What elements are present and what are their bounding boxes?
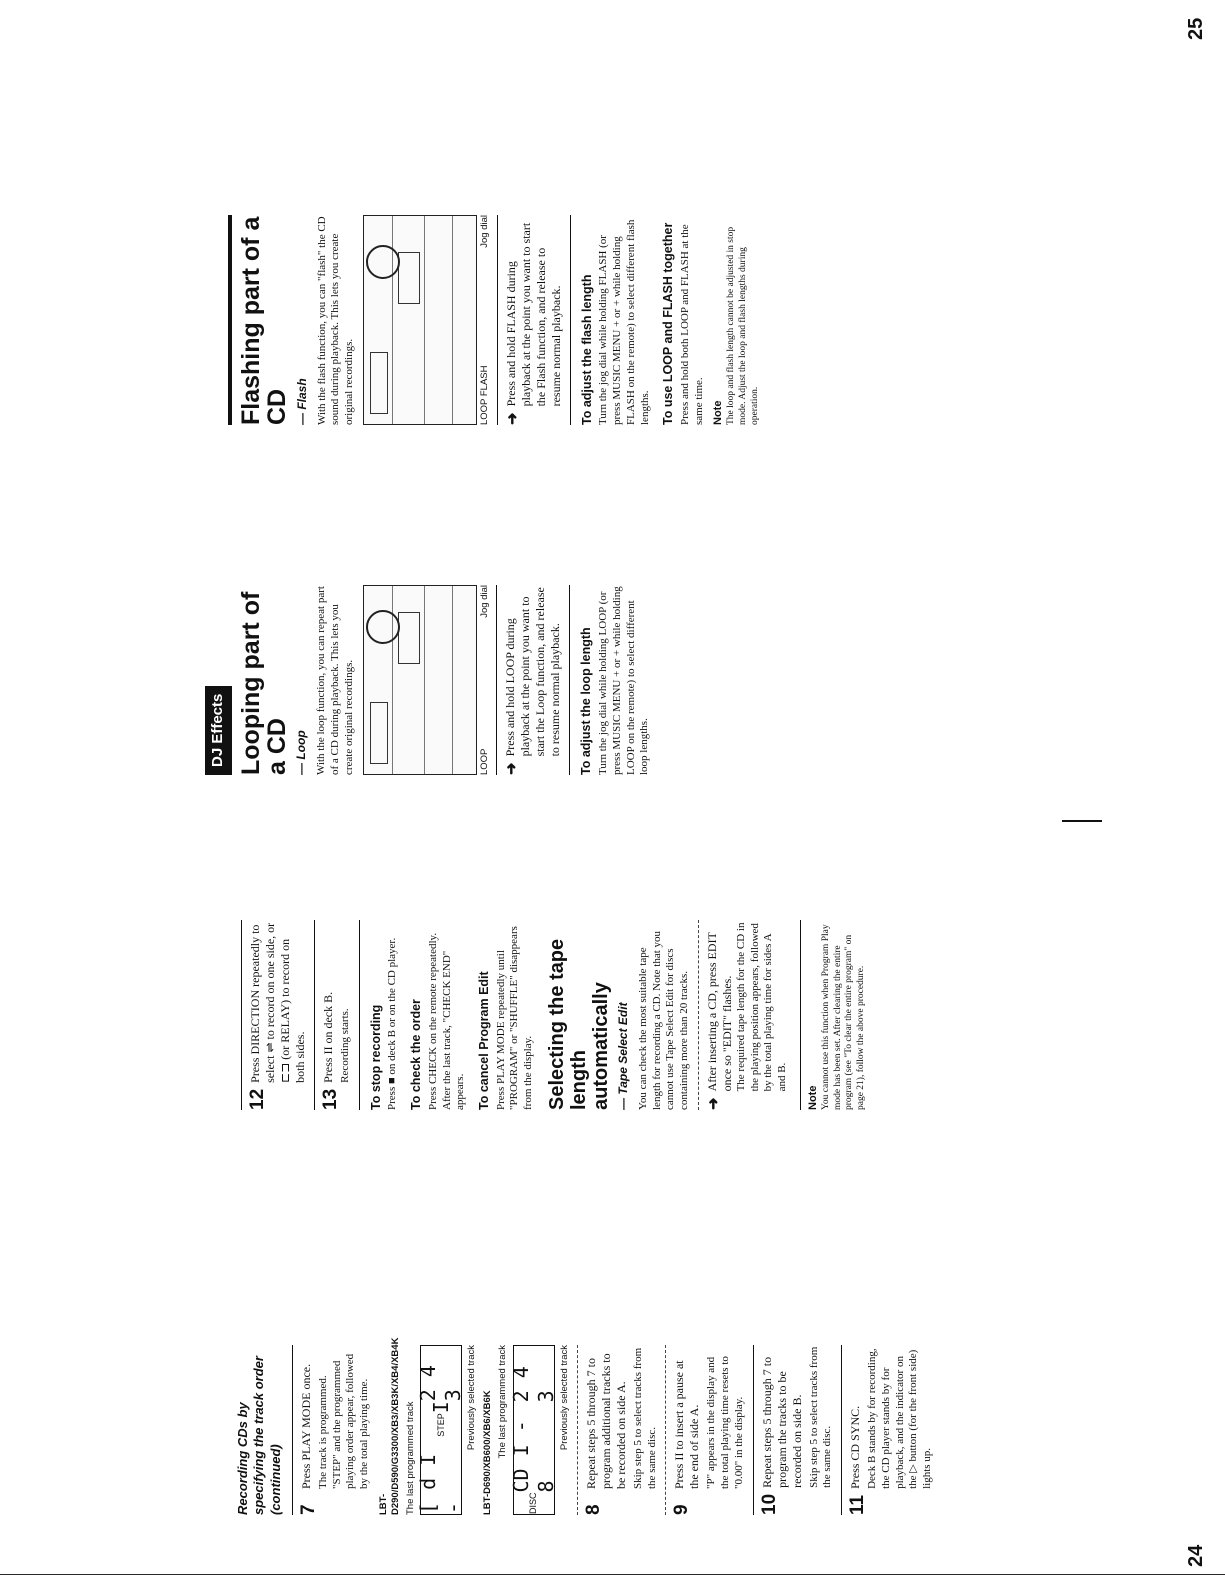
column-recording	[235, 1337, 941, 1515]
step-text: Press PLAY MODE once.	[298, 1363, 313, 1489]
stop-recording-text: Press ■ on deck B or on the CD player.	[386, 937, 399, 1110]
model-label-1: LBT-D290/D590/G3300/XB3/XB3K/XB4/XB4K	[377, 1337, 401, 1515]
step-number: 13	[320, 1088, 341, 1110]
illustration-labels	[479, 585, 491, 775]
note-heading: Note	[806, 1085, 819, 1110]
step-number: 9	[671, 1504, 693, 1515]
section-heading: Recording CDs by specifying the track order (continued)	[235, 1356, 283, 1515]
step-text: Repeat steps 5 through 7 to program the tracks to be recorded on side B.	[759, 1356, 804, 1488]
caption-previous-track-2: Previously selected track	[559, 1345, 570, 1451]
step-text: Press and hold FLASH during playback at the point you want to start the Flash function, and release to resume normal playback.	[503, 222, 563, 407]
loop-flash-together-text: Press and hold both LOOP and FLASH at the same time.	[678, 224, 705, 425]
flash-subtitle: — Flash	[294, 378, 309, 425]
step-number: 10	[758, 1493, 780, 1515]
divider	[359, 920, 360, 1110]
display-disc-indicator: DISC	[528, 1492, 539, 1514]
flash-intro: With the flash function, you can "flash" the CD sound during playback. This lets you create original recordings.	[315, 216, 355, 425]
jog-dial-label: Jog dial	[478, 215, 490, 248]
step-subtext: The track is programmed. "STEP" and the programmed playing order appear, followed by the total playing time.	[316, 1353, 370, 1489]
step-number: 11	[847, 1494, 869, 1515]
tape-edit-step	[705, 920, 794, 1110]
loop-subtitle: — Loop	[294, 730, 309, 775]
flash-step	[504, 215, 564, 425]
display-time-readout: 2 4 3	[416, 1365, 466, 1402]
divider	[496, 585, 497, 775]
step-subtext: "P" appears in the display and the total playing time resets to "0.00" in the display.	[705, 1356, 745, 1489]
tape-length-intro: You can check the most suitable tape length for recording a CD. Note that you cannot use Tape Select Edit for discs containing more than 20 tracks.	[636, 930, 691, 1110]
tape-length-subtitle: — Tape Select Edit	[615, 1002, 630, 1110]
loop-step	[503, 585, 563, 775]
dj-effects-tab: DJ Effects	[205, 686, 232, 775]
divider	[577, 1345, 578, 1515]
step-subtext: The required tape length for the CD in the playing position appears, followed by the total playing time for sides A and B.	[734, 922, 789, 1092]
stereo-illustration	[363, 585, 477, 775]
jog-dial-label: Jog dial	[478, 585, 490, 618]
tape-length-heading: Selecting the tape length automatically	[545, 938, 612, 1110]
arrow-icon: ➜	[504, 762, 521, 775]
cancel-edit-text: Press PLAY MODE repeatedly until "PROGRAM" or "SHUFFLE" disappears from the display.	[494, 926, 535, 1110]
model-label-2: LBT-D690/XB600/XB6/XB6K	[482, 1390, 494, 1515]
jog-dial-icon	[366, 245, 400, 279]
divider	[753, 1345, 754, 1515]
loop-title: Looping part of a CD	[236, 591, 291, 775]
loop-flash-label: LOOP FLASH	[478, 365, 490, 425]
caption-last-track-1: The last programmed track	[404, 1401, 416, 1515]
arrow-icon: ➜	[504, 412, 521, 425]
step-subtext: Deck B stands by for recording, the CD player stands by for playback, and the indicator on the ▷ button (for the front side) lights up.	[866, 1348, 934, 1489]
step-12	[248, 920, 308, 1110]
loop-adjust-heading: To adjust the loop length	[579, 627, 594, 775]
check-order-text: Press CHECK on the remote repeatedly. After the last track, "CHECK END" appears.	[426, 932, 467, 1110]
display-disc-readout: CD I - 8	[509, 1420, 558, 1493]
flash-adjust-heading: To adjust the flash length	[579, 274, 594, 425]
step-text: Press CD SYNC.	[848, 1405, 863, 1489]
flash-adjust-text: Turn the jog dial while holding FLASH (or press MUSIC MENU + or + while holding FLASH on the remote) to select different flash lengths.	[597, 219, 651, 425]
step-8	[584, 1345, 660, 1515]
arrow-icon: ➜	[705, 1097, 722, 1110]
page-number-left: 24	[1185, 1544, 1207, 1567]
step-11	[848, 1345, 935, 1515]
flash-title: Flashing part of a CD	[237, 216, 292, 425]
jog-dial-icon	[366, 610, 400, 644]
illustration-labels	[479, 215, 491, 425]
step-number: 7	[297, 1504, 319, 1515]
step-subtext: Skip step 5 to select tracks from the same disc.	[631, 1347, 658, 1489]
step-text: Press and hold LOOP during playback at the point you want to start the Loop function, and release to resume normal playback.	[503, 587, 563, 757]
display-panel-2	[509, 1345, 558, 1515]
loop-intro: With the loop function, you can repeat part of a CD during playback. This lets you create original recordings.	[315, 586, 355, 775]
page-number-right: 25	[1185, 17, 1207, 40]
cancel-edit-heading: To cancel Program Edit	[477, 971, 491, 1110]
step-text: Press II on deck B.	[321, 991, 335, 1083]
divider	[841, 1345, 842, 1515]
note-text: The loop and flash length cannot be adjusted in stop mode. Adjust the loop and flash lengths during operation.	[726, 226, 760, 425]
step-text: Press DIRECTION repeatedly to select ⇌ to record on one side, or ⊏⊐ (or RELAY) to record on both sides.	[248, 922, 307, 1083]
stereo-illustration	[363, 215, 477, 425]
divider	[314, 920, 315, 1110]
step-text: Press II to insert a pause at the end of side A.	[672, 1360, 702, 1489]
note-text: You cannot use this function when Program Play mode has been set. After clearing the entire program (see "To clear the entire program" on page 21), follow the above procedure.	[820, 924, 867, 1110]
column-flash	[222, 215, 766, 425]
step-13	[321, 920, 353, 1110]
display-panel-1	[416, 1345, 466, 1515]
divider	[665, 1345, 666, 1515]
column-recording-continued	[235, 920, 872, 1110]
step-text: After inserting a CD, press EDIT once so "EDIT" flashes.	[704, 932, 734, 1092]
step-7	[299, 1345, 372, 1515]
divider	[292, 1345, 293, 1515]
note-heading: Note	[712, 400, 725, 425]
display-step-indicator: STEP	[435, 1413, 446, 1437]
display-time-readout: 2 4 3	[509, 1366, 558, 1403]
display-mid-readout: I	[428, 1401, 453, 1414]
step-9	[672, 1345, 746, 1515]
step-number: 12	[247, 1088, 268, 1110]
step-text: Repeat steps 5 through 7 to program additional tracks to be recorded on side A.	[583, 1353, 628, 1489]
loop-adjust-text: Turn the jog dial while holding LOOP (or press MUSIC MENU + or + while holding LOOP on the remote) to select different loop lengths.	[597, 586, 651, 775]
divider	[698, 920, 699, 1110]
stop-recording-heading: To stop recording	[368, 1004, 383, 1110]
step-subtext: Recording starts.	[339, 1008, 351, 1083]
divider	[569, 585, 570, 775]
divider	[228, 215, 232, 425]
divider	[800, 920, 801, 1110]
divider	[570, 215, 571, 425]
column-loop	[205, 585, 656, 775]
divider	[241, 920, 242, 1110]
caption-last-track-2: The last programmed track	[497, 1345, 509, 1459]
step-number: 8	[582, 1504, 604, 1515]
step-subtext: Skip step 5 to select tracks from the same disc.	[807, 1346, 834, 1488]
step-10	[760, 1345, 836, 1515]
loop-flash-together-heading: To use LOOP and FLASH together	[661, 222, 676, 425]
check-order-heading: To check the order	[409, 999, 424, 1110]
divider	[497, 215, 498, 425]
display-left-readout: [ d I -	[416, 1453, 466, 1514]
caption-previous-track-1: Previously selected track	[466, 1345, 478, 1451]
loop-button-label: LOOP	[478, 748, 490, 775]
